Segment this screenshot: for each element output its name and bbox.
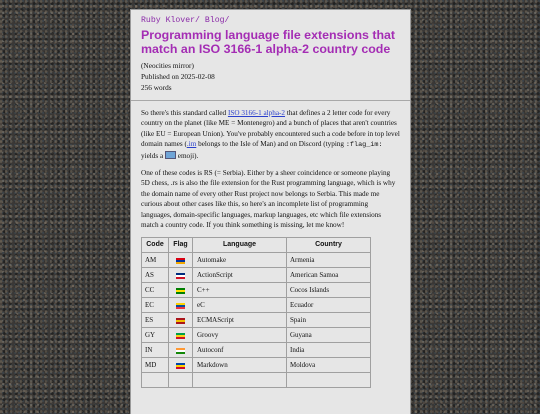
- flag-cell: [169, 343, 193, 358]
- iso-standard-link[interactable]: ISO 3166-1 alpha-2: [227, 109, 286, 117]
- language-cell: eC: [193, 298, 287, 313]
- language-cell: [193, 373, 287, 388]
- country-cell: Armenia: [287, 253, 371, 268]
- table-row: [142, 313, 371, 328]
- table-body: [142, 253, 371, 388]
- table-row: [142, 268, 371, 283]
- column-header-flag: Flag: [169, 238, 193, 253]
- published-date: Published on 2025-02-08: [141, 72, 215, 81]
- language-cell: ActionScript: [193, 268, 287, 283]
- country-code-cell: ES: [142, 313, 169, 328]
- country-flag-icon: [176, 348, 185, 354]
- tld-link[interactable]: .im: [186, 140, 197, 149]
- column-header-code: Code: [142, 238, 169, 253]
- country-code-cell: AS: [142, 268, 169, 283]
- table-row: [142, 283, 371, 298]
- article-body: [131, 101, 410, 388]
- country-flag-icon: [176, 318, 185, 324]
- intro-text: emoji).: [175, 151, 199, 160]
- table-row: [142, 343, 371, 358]
- flag-cell: [169, 313, 193, 328]
- language-cell: C++: [193, 283, 287, 298]
- article-page: [130, 9, 411, 414]
- breadcrumb-user-link[interactable]: Ruby Klover/: [141, 16, 200, 25]
- second-paragraph: One of these codes is RS (= Serbia). Either by a sheer coincidence or someone playing 5D chess, .rs is also the file extension for the Rust programming language, which is why the domain name of every other Rust project now belongs to Serbia. This made me curious about other cases like this, so here's an incomplete list of programming languages, domain-specific languages, markup languages, etc which file extensions match a country code. If you think something is missing, let me know!: [141, 169, 396, 230]
- discord-flag-code: :flag_im:: [345, 141, 383, 150]
- country-flag-icon: [176, 333, 185, 339]
- column-header-language: Language: [193, 238, 287, 253]
- country-flag-icon: [176, 273, 185, 279]
- country-cell: Guyana: [287, 328, 371, 343]
- intro-paragraph: [141, 108, 400, 161]
- flag-cell: [169, 358, 193, 373]
- country-code-cell: MD: [142, 358, 169, 373]
- table-row: [142, 373, 371, 388]
- article-header: [131, 10, 410, 100]
- intro-text: yields a: [141, 151, 165, 160]
- flag-cell: [169, 298, 193, 313]
- table-header-row: [142, 238, 371, 253]
- language-cell: Markdown: [193, 358, 287, 373]
- country-cell: Ecuador: [287, 298, 371, 313]
- country-flag-icon: [176, 303, 185, 309]
- language-cell: Groovy: [193, 328, 287, 343]
- isle-of-man-flag-icon: [165, 151, 176, 159]
- country-code-cell: [142, 373, 169, 388]
- language-cell: Autoconf: [193, 343, 287, 358]
- breadcrumb: [141, 16, 400, 25]
- page-title: Programming language file extensions that match an ISO 3166-1 alpha-2 country code: [141, 28, 396, 56]
- country-code-cell: AM: [142, 253, 169, 268]
- country-code-cell: CC: [142, 283, 169, 298]
- country-cell: American Samoa: [287, 268, 371, 283]
- country-code-cell: EC: [142, 298, 169, 313]
- flag-cell: [169, 283, 193, 298]
- table-row: [142, 328, 371, 343]
- breadcrumb-blog-link[interactable]: Blog/: [204, 16, 230, 25]
- flag-cell: [169, 328, 193, 343]
- flag-cell: [169, 268, 193, 283]
- column-header-country: Country: [287, 238, 371, 253]
- mirror-note: (Neocities mirror): [141, 61, 194, 70]
- country-cell: Cocos Islands: [287, 283, 371, 298]
- flag-cell: [169, 373, 193, 388]
- country-cell: India: [287, 343, 371, 358]
- table-row: [142, 298, 371, 313]
- country-cell: Spain: [287, 313, 371, 328]
- table-row: [142, 253, 371, 268]
- country-code-cell: IN: [142, 343, 169, 358]
- country-code-cell: GY: [142, 328, 169, 343]
- intro-text: So there's this standard called: [141, 109, 228, 117]
- extensions-table: [141, 237, 371, 388]
- language-cell: ECMAScript: [193, 313, 287, 328]
- country-cell: Moldova: [287, 358, 371, 373]
- intro-text: belongs to the Isle of Man) and on Discord (typing: [196, 140, 346, 149]
- country-flag-icon: [176, 363, 185, 369]
- flag-cell: [169, 253, 193, 268]
- table-row: [142, 358, 371, 373]
- word-count: 256 words: [141, 83, 172, 92]
- country-flag-icon: [176, 288, 185, 294]
- country-flag-icon: [176, 258, 185, 264]
- language-cell: Automake: [193, 253, 287, 268]
- intro-text: that defines a 2 letter code for every country on the planet (like ME = Montenegro) and a bunch of places that aren't countries (like EU = European Union). You've probably encountered such a code before in top level domain names (: [141, 109, 400, 149]
- country-cell: [287, 373, 371, 388]
